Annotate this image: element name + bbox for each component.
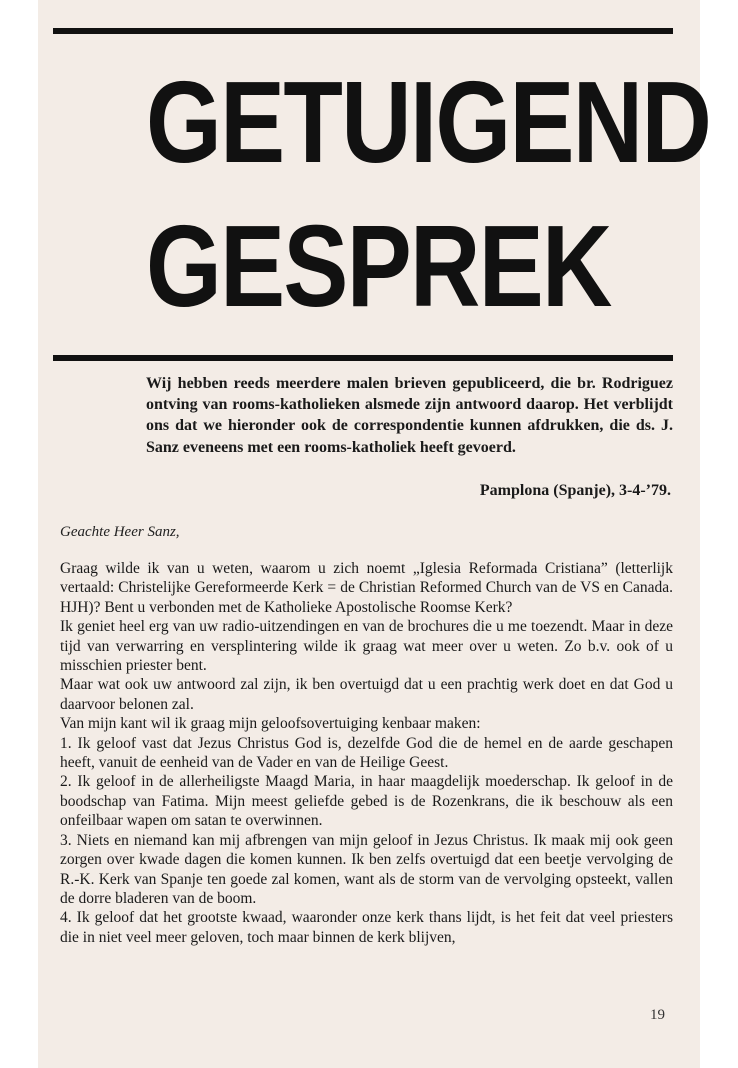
letter-paragraph: Maar wat ook uw antwoord zal zijn, ik ben overtuigd dat u een prachtig werk doet en dat God u daarvoor belonen zal.	[60, 676, 673, 713]
intro-paragraph: Wij hebben reeds meerdere malen brieven gepubliceerd, die br. Rodriguez ontving van rooms-katholieken alsmede zijn antwoord daarop. Het verblijdt ons dat we hieronder ook de correspondentie kunnen afdrukken, die ds. J. Sanz eveneens met een rooms-katholiek heeft gevoerd.	[146, 375, 673, 456]
letter-paragraph: 3. Niets en niemand kan mij afbrengen van mijn geloof in Jezus Christus. Ik maak mij ook geen zorgen over kwade dagen die komen kunnen. Ik ben zelfs overtuigd dat een beetje vervolging de R.-K. Kerk van Spanje ten goede zal komen, want als de storm van de vervolging opsteekt, vallen de dorre bladeren van de boom.	[60, 831, 673, 907]
letter-paragraph: 4. Ik geloof dat het grootste kwaad, waaronder onze kerk thans lijdt, is het feit dat veel priesters die in niet veel meer geloven, toch maar binnen de kerk blijven,	[60, 909, 673, 946]
bottom-rule	[53, 355, 673, 361]
page-number: 19	[650, 1007, 665, 1023]
letter-paragraph: Graag wilde ik van u weten, waarom u zich noemt „Iglesia Reformada Cristiana” (letterlijk vertaald: Christelijke Gereformeerde Kerk = de Christian Reformed Church van de VS en Canada. HJH)? Bent u verbonden met de Katholieke Apostolische Roomse Kerk?	[60, 560, 673, 616]
letter-paragraph: 2. Ik geloof in de allerheiligste Maagd Maria, in haar maagdelijk moederschap. Ik geloof in de boodschap van Fatima. Mijn meest geliefde gebed is de Rozenkrans, die ik beschouw als een onfeilbaar wapen om satan te overwinnen.	[60, 773, 673, 830]
letter-paragraph: Ik geniet heel erg van uw radio-uitzendingen en van de brochures die u me toezendt. Maar in deze tijd van verwarring en versplintering wilde ik graag wat meer over u weten. Zo b.v. ook of u misschien priester bent.	[60, 618, 673, 675]
letter-paragraph: 1. Ik geloof vast dat Jezus Christus God is, dezelfde God die de hemel en de aarde geschapen heeft, vanuit de eenheid van de Vader en van de Heilige Geest.	[60, 734, 673, 772]
top-rule	[53, 28, 673, 34]
letter-paragraph: Van mijn kant wil ik graag mijn geloofsovertuiging kenbaar maken:	[60, 715, 481, 733]
place-date: Pamplona (Spanje), 3-4-’79.	[479, 482, 671, 499]
salutation: Geachte Heer Sanz,	[60, 524, 180, 540]
letter-body	[60, 559, 673, 947]
headline-line-1: GETUIGEND	[146, 57, 711, 187]
headline-line-2: GESPREK	[146, 201, 611, 331]
